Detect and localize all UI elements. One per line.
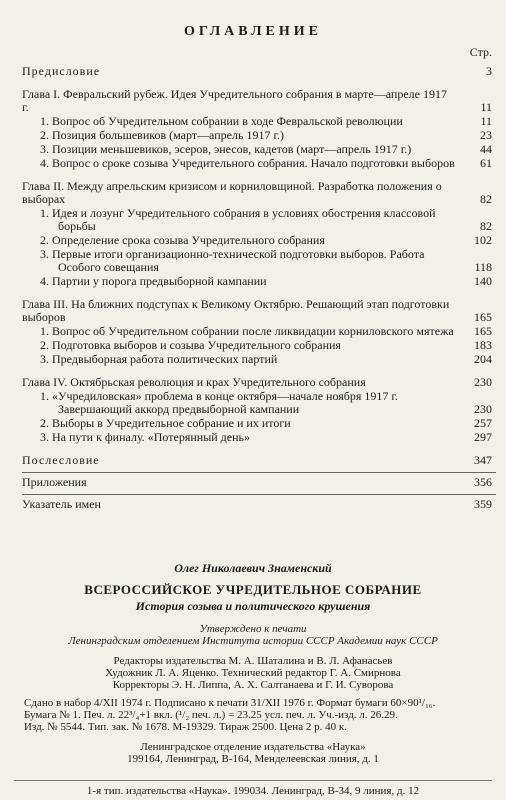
toc-section [22,207,496,233]
approval-line: Утверждено к печати [199,623,307,635]
toc-chapter [22,476,496,489]
toc-entry-text: 2. Выборы в Учредительное собрание и их итоги [40,416,291,430]
toc-chapter [22,88,496,114]
print-details [16,697,490,733]
toc-section [22,157,496,170]
toc-page-number: 44 [480,142,492,156]
toc-page-number: 347 [474,453,492,467]
toc-section [22,390,496,416]
toc-section [22,143,496,156]
toc-entry-text: 3. Позиции меньшевиков, эсеров, энесов, кадетов (март—апрель 1917 г.) [40,142,412,156]
publisher-info [16,741,490,765]
print-line: Изд. № 5544. Тип. зак. № 1678. М-19329. Тираж 2500. Цена 2 р. 40 к. [24,721,347,733]
editorial-staff [16,655,490,691]
toc-section [22,275,496,288]
toc-entry-text: 4. Вопрос о сроке созыва Учредительного собрания. Начало подготовки выборов [40,156,455,170]
toc-entry-text: 3. На пути к финалу. «Потерянный день» [40,430,250,444]
toc-page-number: 165 [474,310,492,324]
toc-section [22,417,496,430]
toc-chapter [22,180,496,206]
toc-page-number: 356 [474,475,492,489]
toc-page-number: 82 [480,219,492,233]
toc-entry-text: 1. Вопрос об Учредительном собрании после ликвидации корниловского мятежа [40,324,454,338]
toc-entry-text: Глава I. Февральский рубеж. Идея Учредительного собрания в марте—апреле 1917 г. [22,87,447,114]
toc-page-number: 183 [474,338,492,352]
approval-line: Ленинградским отделением Института истории СССР Академии наук СССР [68,635,438,647]
staff-line: Корректоры Э. Н. Липпа, А. Х. Салтанаева и Г. И. Суворова [112,679,394,691]
toc-section [22,234,496,247]
toc-section [22,129,496,142]
toc-page-number: 11 [480,114,492,128]
toc-entry-text: 3. Предвыборная работа политических партий [40,352,278,366]
staff-line: Художник Л. А. Яценко. Технический редактор Г. А. Смирнова [105,667,401,679]
toc-page-number: 61 [480,156,492,170]
toc-entry-text: 2. Подготовка выборов и созыва Учредительного собрания [40,338,341,352]
toc-page-number: 102 [474,233,492,247]
toc-entry-text: 3. Первые итоги организационно-технической подготовки выборов. Работа Особого совещания [40,247,425,274]
toc-chapter [22,376,496,389]
printer-footer: 1-я тип. издательства «Наука». 199034. Ленинград, В-34, 9 линия, д. 12 [86,785,420,797]
toc-section [22,115,496,128]
staff-line: Редакторы издательства М. А. Шаталина и В. Л. Афанасьев [113,655,393,667]
page-column-label: Стр. [469,45,492,59]
toc-entry-text: Приложения [22,475,87,489]
colophon [16,561,490,765]
toc-section [22,431,496,444]
toc-title: ОГЛАВЛЕНИЕ [184,24,322,39]
table-of-contents [22,62,496,511]
toc-page-number: 140 [474,274,492,288]
toc-divider [22,494,496,495]
footer-divider [14,780,492,781]
toc-chapter [22,298,496,324]
toc-page-number: 23 [480,128,492,142]
toc-section [22,325,496,338]
toc-entry-text: Указатель имен [22,497,101,511]
toc-entry-text: Глава III. На ближних подступах к Великому Октябрю. Решающий этап подготовки выборов [22,297,450,324]
toc-chapter [22,454,496,467]
toc-divider [22,472,496,473]
toc-entry-text: 1. Идея и лозунг Учредительного собрания в условиях обострения классовой борьбы [40,206,436,233]
toc-entry-text: Глава II. Между апрельским кризисом и корниловщиной. Разработка положения о выборах [22,179,442,206]
publisher-line: 199164, Ленинград, В-164, Менделеевская линия, д. 1 [127,753,379,765]
toc-page-number: 82 [480,192,492,206]
toc-page-number: 257 [474,416,492,430]
book-subtitle: История созыва и политического крушения [135,599,371,613]
toc-page-number: 204 [474,352,492,366]
approval-note [16,623,490,647]
toc-chapter [22,65,496,78]
toc-page-number: 230 [474,375,492,389]
toc-entry-text: Глава IV. Октябрьская революция и крах Учредительного собрания [22,375,366,389]
print-line: Бумага № 1. Печ. л. 22³/₄+1 вкл. (¹/₂ печ. л.) = 23.25 усл. печ. л. Уч.-изд. л. 26.29. [24,709,398,721]
toc-page-number: 359 [474,497,492,511]
toc-chapter [22,498,496,511]
toc-section [22,339,496,352]
toc-entry-text: 2. Позиция большевиков (март—апрель 1917 г.) [40,128,285,142]
toc-entry-text: 4. Партии у порога предвыборной кампании [40,274,267,288]
toc-entry-text: 2. Определение срока созыва Учредительного собрания [40,233,325,247]
toc-section [22,248,496,274]
print-line: Сдано в набор 4/XII 1974 г. Подписано к печати 31/XII 1976 г. Формат бумаги 60×90¹/₁₆. [24,697,436,709]
toc-entry-text: Послесловие [22,453,100,467]
publisher-line: Ленинградское отделение издательства «Наука» [140,741,366,753]
toc-page-number: 230 [474,402,492,416]
toc-section [22,353,496,366]
toc-page-number: 165 [474,324,492,338]
author-name: Олег Николаевич Знаменский [174,561,332,575]
toc-entry-text: 1. Вопрос об Учредительном собрании в ходе Февральской революции [40,114,403,128]
toc-entry-text: Предисловие [22,64,101,78]
book-title: ВСЕРОССИЙСКОЕ УЧРЕДИТЕЛЬНОЕ СОБРАНИЕ [84,582,422,597]
toc-page-number: 118 [474,260,492,274]
toc-page-number: 297 [474,430,492,444]
toc-entry-text: 1. «Учредиловская» проблема в конце октября—начале ноября 1917 г. Завершающий аккорд предвыборной кампании [40,389,398,416]
toc-page-number: 11 [480,100,492,114]
toc-page-number: 3 [486,64,492,78]
